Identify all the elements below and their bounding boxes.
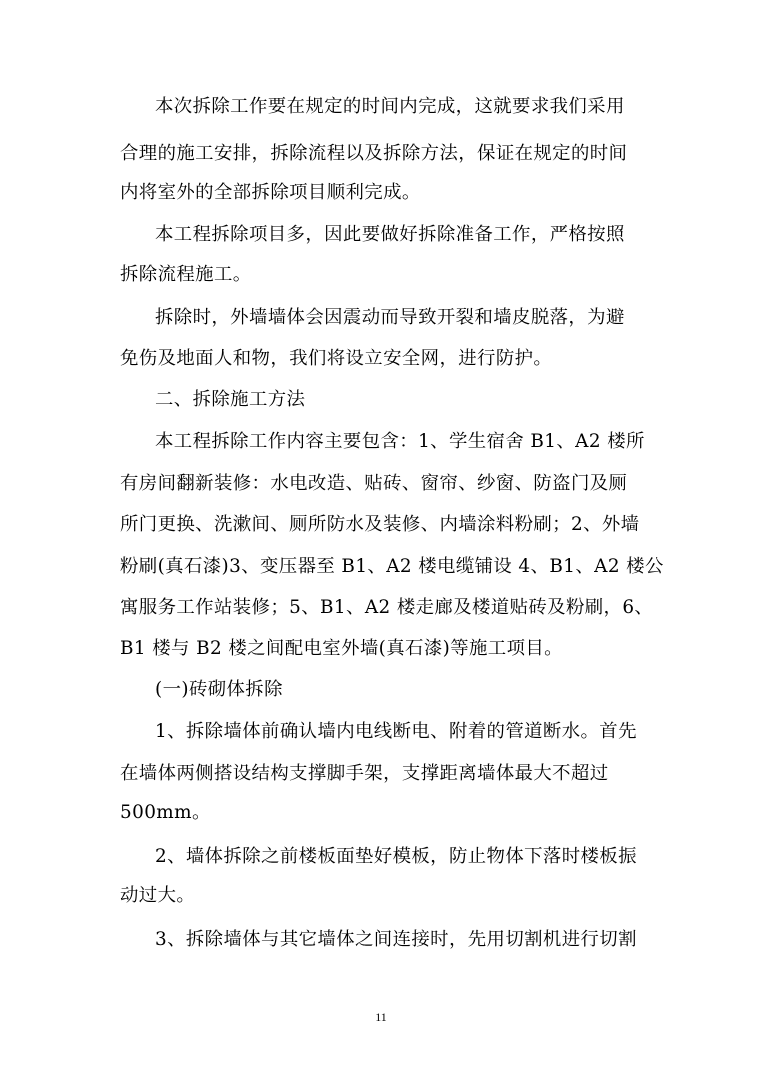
paragraph-1-line-3: 内将室外的全部拆除项目顺利完成。 <box>120 182 421 203</box>
section-heading: 二、拆除施工方法 <box>155 389 306 410</box>
item-1-line-3: 500mm。 <box>120 802 211 823</box>
item-2-line-1: 2、墙体拆除之前楼板面垫好模板，防止物体下落时楼板振 <box>155 846 637 867</box>
paragraph-4-line-3: 所门更换、洗漱间、厕所防水及装修、内墙涂料粉刷；2、外墙 <box>120 514 640 535</box>
paragraph-4-line-5: 寓服务工作站装修；5、B1、A2 楼走廊及楼道贴砖及粉刷，6、 <box>120 597 654 618</box>
paragraph-1-line-2: 合理的施工安排，拆除流程以及拆除方法，保证在规定的时间 <box>120 143 628 164</box>
paragraph-4-line-1: 本工程拆除工作内容主要包含：1、学生宿舍 B1、A2 楼所 <box>155 431 645 452</box>
paragraph-2-line-2: 拆除流程施工。 <box>120 264 252 285</box>
paragraph-3-line-2: 免伤及地面人和物，我们将设立安全网，进行防护。 <box>120 348 553 369</box>
item-1-line-1: 1、拆除墙体前确认墙内电线断电、附着的管道断水。首先 <box>155 721 637 742</box>
paragraph-3-line-1: 拆除时，外墙墙体会因震动而导致开裂和墙皮脱落，为避 <box>155 307 625 328</box>
paragraph-4-line-6: B1 楼与 B2 楼之间配电室外墙(真石漆)等施工项目。 <box>120 638 563 659</box>
item-3-line-1: 3、拆除墙体与其它墙体之间连接时，先用切割机进行切割 <box>155 929 637 950</box>
subsection-heading: (一)砖砌体拆除 <box>155 679 283 700</box>
paragraph-1-line-1: 本次拆除工作要在规定的时间内完成，这就要求我们采用 <box>155 96 625 117</box>
item-2-line-2: 动过大。 <box>120 885 196 906</box>
paragraph-4-line-4: 粉刷(真石漆)3、变压器至 B1、A2 楼电缆铺设 4、B1、A2 楼公 <box>120 556 664 577</box>
page-number: 11 <box>375 1010 387 1024</box>
paragraph-2-line-1: 本工程拆除项目多，因此要做好拆除准备工作，严格按照 <box>155 224 625 245</box>
paragraph-4-line-2: 有房间翻新装修：水电改造、贴砖、窗帘、纱窗、防盗门及厕 <box>120 473 628 494</box>
item-1-line-2: 在墙体两侧搭设结构支撑脚手架，支撑距离墙体最大不超过 <box>120 763 609 784</box>
